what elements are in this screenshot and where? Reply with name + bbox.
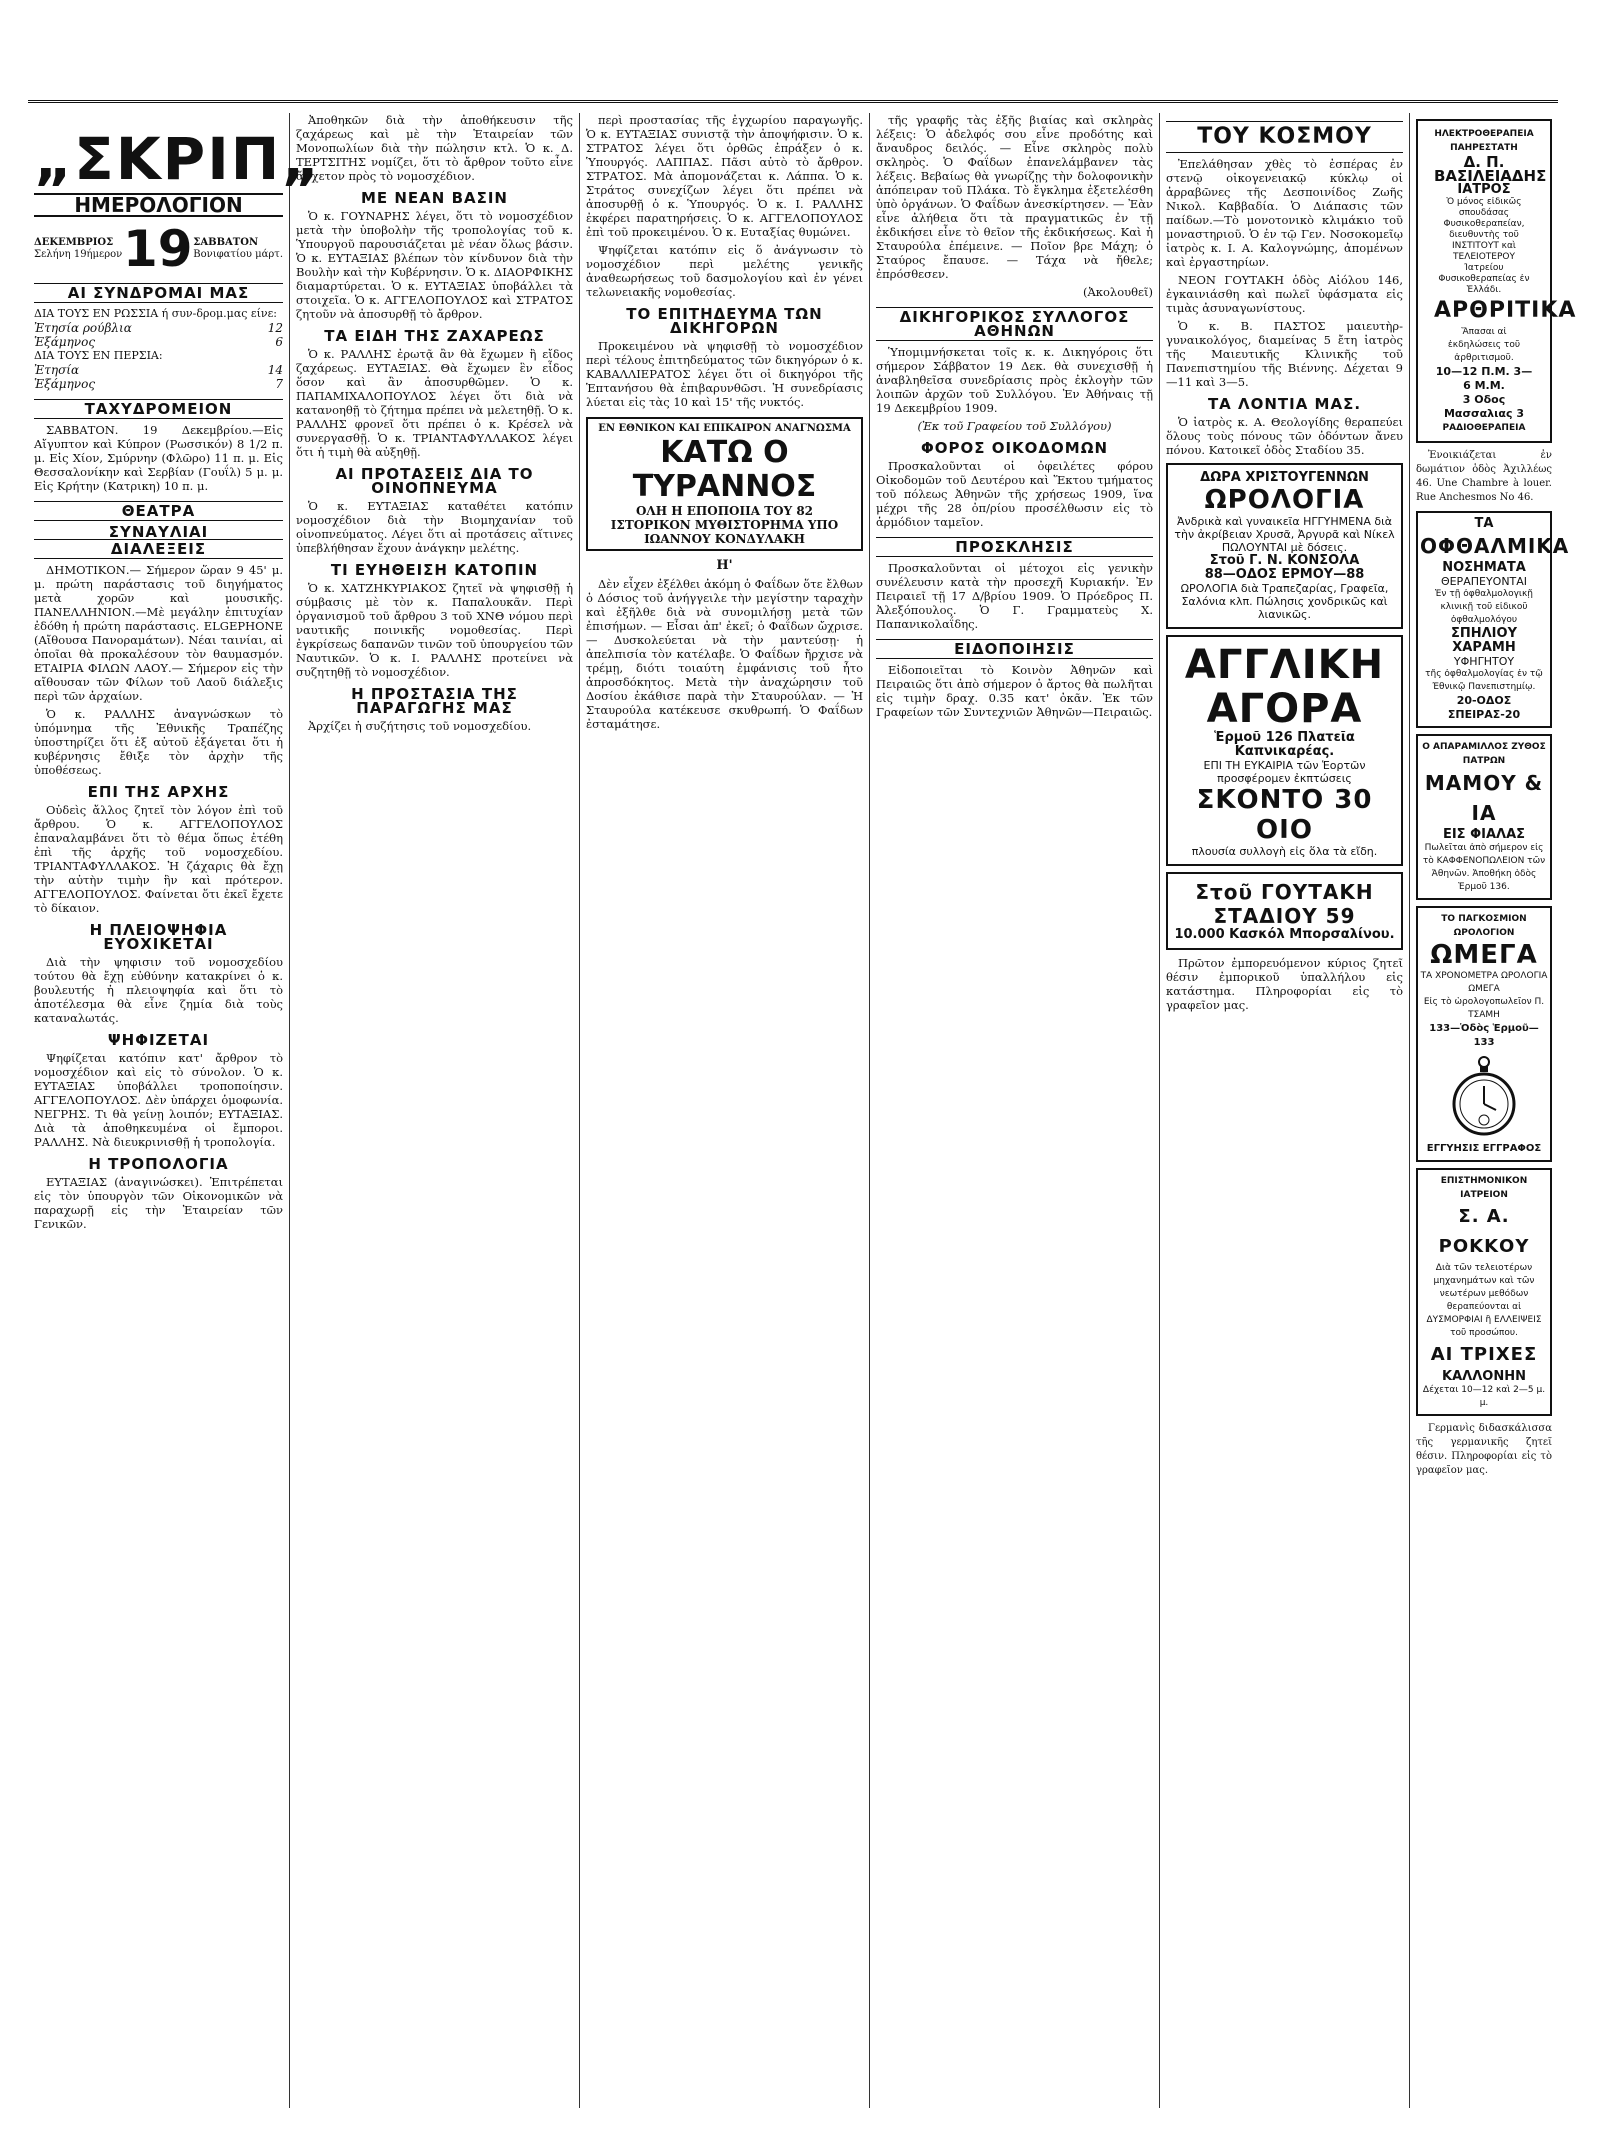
col2-heading-4: ΤΙ ΕΥΗΘΕΙΣΗ ΚΑΤΟΠΙΝ	[330, 561, 539, 579]
rent-notice: Ἐνοικιάζεται ἐν δωμάτιον ὁδὸς Ἀχιλλέως 46. Une Chambre à louer. Rue Anchesmos No 46.	[1416, 450, 1552, 503]
bar-association-heading: ΔΙΚΗΓΟΡΙΚΟΣ ΣΥΛΛΟΓΟΣ ΑΘΗΝΩΝ	[876, 307, 1153, 341]
beer-brand: ΜΑΜΟΥ & ΙΑ	[1424, 771, 1544, 825]
bar-association-text: Ὑπομιμνήσκεται τοῖς κ. κ. Δικηγόροις ὅτι σήμερον Σάββατον 19 Δεκ. θὰ συνεχισθῇ ἡ ἀναβληθεῖσα συνεδρίασις πρὸς ἐκλογὴν τῶν λοιπῶν ἀρχῶν τοῦ Συλλόγου. Ἐν Ἀθήναις τῇ 19 Δεκεμβρίου 1909.	[876, 345, 1153, 415]
russia-row-1: Ἐτησία ρούβλια 12	[34, 321, 283, 335]
market-body-2: πλουσία συλλογὴ εἰς ὅλα τὰ εἴδη.	[1191, 845, 1378, 858]
society-text: Ἐπελάθησαν χθὲς τὸ ἐσπέρας ἐν στενῷ οἰκογενειακῷ κύκλῳ οἱ ἀρραβῶνες τῆς Δεσποινίδος Ζωῆς Νικολ. Καββαδία. Ὁ Διάπασις τῶν παίδων.—Τὸ μονοτονικὸ κλιμάκιο τοῦ μοναστηριοῦ. Ὁ ἐν τῷ Γεν. Νοσοκομεῖῳ ἰατρὸς κ. Ι. Α. Καλογνώμης, ἀπομένων καὶ ἐργαστηρίων.	[1166, 157, 1403, 269]
col3-body-1: περὶ προστασίας τῆς ἐγχωρίου παραγωγῆς. Ὁ κ. ΕΥΤΑΞΙΑΣ συνιστᾷ τὴν ἀποψήφισιν. Ὁ κ. ΣΤΡΑΤΟΣ λέγει ὅτι ὀρθῶς ἐπράξεν ὁ κ. Ὑπουργός. ΛΑΠΠΑΣ. Πᾶσι αὐτὸ τὸ ἄρθρον. ΣΤΡΑΤΟΣ. Μὰ ἀπομονάζεται κ. Λάππα. Ὁ κ. Στράτος συνεχίζων λέγει ὅτι πρέπει νὰ ἀποσυρθῇ ὁ κ. Ὑπουργός. Ὁ κ. Ι. ΡΑΛΛΗΣ ἐκφέρει παρατηρήσεις. Ὁ κ. ΑΓΓΕΛΟΠΟΥΛΟΣ ἐπὶ τοῦ προκειμένου. Ὁ κ. Ευταξίας θυμώνει.	[586, 113, 863, 239]
arthritis-body: Ἅπασαι αἱ ἐκδηλώσεις τοῦ ἀρθριτισμοῦ.	[1447, 327, 1521, 363]
goutaki-title: Στοῦ ΓΟΥΤΑΚΗ ΣΤΑΔΙΟΥ 59	[1195, 880, 1374, 928]
col2-heading-3: ΑΙ ΠΡΟΤΑΣΕΙΣ ΔΙΑ ΤΟ ΟΙΝΟΠΝΕΥΜΑ	[335, 465, 534, 497]
ophth-address: 20-ΟΔΟΣ ΣΠΕΙΡΑΣ-20	[1447, 694, 1521, 721]
market-title: ΑΓΟΡΑ	[1206, 686, 1363, 732]
beer-body: Πωλεῖται ἀπὸ σήμερον εἰς τὸ ΚΑΦΦΕΝΟΠΩΛΕΙΟΝ τῶν Ἀθηνῶν. Ἀποθήκη ὁδὸς Ἑρμοῦ 136.	[1422, 843, 1546, 892]
theatre-text: ΔΗΜΟΤΙΚΟΝ.— Σήμερον ὥραν 9 45' μ. μ. πρώτη παράστασις τοῦ διηγήματος μετὰ χορῶν καὶ μουσικῆς. ΠΑΝΕΛΛΗΝΙΟΝ.—Μὲ μεγάλην ἐπιτυχίαν ἐδόθη ἡ πρώτη παράστασις. ELGEPHONE (Αἴθουσα Πανοραμάτων). Νέαι ταινίαι, αἱ ὁποῖαι θὰ προκαλέσουν τὸν θαυμασμόν. ΕΤΑΙΡΙΑ ΦΙΛΩΝ ΛΑΟΥ.— Σήμερον εἰς τὴν αἴθουσαν τῶν Φίλων τοῦ Λαοῦ διάλεξις περὶ τῶν ἀρχαίων.	[34, 563, 283, 703]
ophth-diseases: ΝΟΣΗΜΑΤΑ	[1442, 560, 1526, 575]
serial-box	[586, 417, 863, 551]
building-tax-text: Προσκαλοῦνται οἱ ὀφειλέτες φόρου Οἰκοδομῶν τοῦ Δευτέρου καὶ Ἕκτου τμήματος τοῦ πόλεως Ἀθηνῶν τῆς χρήσεως 1909, ἵνα μέχρι τῆς 28 ὀπ/ρίου προσέλθωσιν εἰς τὸ ἁρμόδιον ταμεῖον.	[876, 459, 1153, 529]
guarantee-label: ΕΓΓΥΗΣΙΣ ΕΓΓΡΑΦΟΣ	[1426, 1143, 1542, 1154]
german-teacher-notice: Γερμανὶς διδασκάλισσα τῆς γερμανικῆς ζητεῖ θέσιν. Πληροφορίαι εἰς τὸ γραφεῖον μας.	[1416, 1423, 1552, 1476]
russia-row-2: Ἑξάμηνος 6	[34, 335, 283, 349]
post-text: ΣΑΒΒΑΤΟΝ. 19 Δεκεμβρίου.—Εἰς Αἴγυπτον καὶ Κύπρον (Ρωσσικόν) 8 1/2 π. μ. Εἰς Χίον, Σμύρνην (Φλῶρο) 11 π. μ. Εἰς Θεσσαλονίκην καὶ Σερβίαν (Γουΐλ) 5 μ. μ. Εἰς Κρήτην (Κατρικη) 10 π. μ.	[34, 423, 283, 493]
arthritis-title: ΑΡΘΡΙΤΙΚΑ	[1434, 298, 1577, 323]
serial-text: Δὲν εἶχεν ἐξέλθει ἀκόμη ὁ Φαΐδων ὅτε ἔλθων ὁ Δόσιος τοῦ ἀνήγγειλε τὴν μεγίστην ταραχὴν καὶ ἐξῆλθε διὰ νὰ συνομιλήσῃ μετὰ τῶν ἐπισήμων. — Εἶσαι ἀπ' ἐκεῖ; ὁ Φαΐδων ὤχρισε. — Δυσκολεύεται νὰ τὴν μαντεύσῃ· ἡ ἀπελπισία τὸν κατέλαβε. Ὁ Φαΐδων ἤρχισε νὰ τρέμῃ, διότι τοιαύτη ἐμφάνισις τοῦ ἦτο ἀπροσδόκητος. Μετὰ τὴν ἀναχώρησιν τοῦ Δοσίου ἐκάθισε παρὰ τὴν Σταυρούλαν. — Ἡ Σταυρούλα κατέκευσε σκυθρωπή. Ὁ Φαΐδων ἐσταμάτησε.	[586, 577, 863, 731]
beer-line-1: Ο ΑΠΑΡΑΜΙΛΛΟΣ ΖΥΘΟΣ ΠΑΤΡΩΝ	[1422, 742, 1546, 766]
subscriptions-heading: ΑΙ ΣΥΝΔΡΟΜΑΙ ΜΑΣ	[34, 283, 283, 303]
vote-heading: ΨΗΦΙΖΕΤΑΙ	[107, 1031, 210, 1049]
col2-heading-2: ΤΑ ΕΙΔΗ ΤΗΣ ΖΑΧΑΡΕΩΣ	[324, 327, 545, 345]
omega-ad	[1416, 906, 1552, 1162]
english-title: ΑΓΓΛΙΚΗ	[1184, 642, 1385, 688]
post-heading: ΤΑΧΥΔΡΟΜΕΙΟΝ	[34, 399, 283, 419]
ophthalmology-ad	[1416, 511, 1570, 728]
col2-body-1: Ἀποθηκῶν διὰ τὴν ἀποθήκευσιν τῆς ζαχάρεως καὶ μὲ τὴν Ἑταιρείαν τῶν Μονοπωλίων διὰ τὴν πώλησιν κτλ. Ὁ κ. Δ. ΤΕΡΤΣΙΤΗΣ νομίζει, ὅτι τὸ ἄρθρον τοῦτο εἶνε ἄσχετον πρὸς τὸ νομοσχέδιον.	[296, 113, 573, 183]
vote-text: Ψηφίζεται κατόπιν κατ' ἄρθρον τὸ νομοσχέδιον καὶ εἰς τὸ σύνολον. Ὁ κ. ΕΥΤΑΞΙΑΣ ὑποβάλλει τροποποίησιν. ΑΓΓΕΛΟΠΟΥΛΟΣ. Δὲν ὑπάρχει ὁμοφωνία. ΝΕΓΡΗΣ. Τι θὰ γείνῃ λοιπόν; ΕΥΤΑΞΙΑΣ. Διὰ τὰ ἀποθηκευμένα οἱ ἔμποροι. ΡΑΛΛΗΣ. Νὰ διευκρινισθῇ ἡ τροπολογία.	[34, 1051, 283, 1149]
majority-heading: Η ΠΛΕΙΟΨΗΦΙΑ ΕΥΟΧΙΚΕΤΑΙ	[89, 921, 228, 953]
col5-footer: Πρῶτον ἐμπορευόμενον κύριος ζητεῖ θέσιν ἐμπορικοῦ ὑπαλλήλου εἰς κατάστημα. Πληροφορίαι εἰς τὸ γραφεῖον μας.	[1166, 956, 1403, 1012]
col2-body-3: Ὁ κ. ΡΑΛΛΗΣ ἐρωτᾷ ἂν θὰ ἔχωμεν ἢ εἴδος ζαχάρεως. ΕΥΤΑΞΙΑΣ. Θὰ ἔχωμεν ἓν εἶδος ὅσον καὶ ἂν ἀποσυρθῶμεν. Ὁ κ. ΠΑΠΑΜΙΧΑΛΟΠΟΥΛΟΣ λέγει ὅτι διὰ νὰ κατανοηθῇ τὸ ζήτημα πρέπει νὰ μελετηθῇ. Ὁ κ. ΡΑΛΛΗΣ φρονεῖ ὅτι πρέπει ὁ κ. Κρέσελ νὰ συνεργασθῇ. Ὁ κ. ΤΡΙΑΝΤΑΦΥΛΛΑΚΟΣ λέγει ὅτι ἡ τιμὴ θὰ αὐξηθῇ.	[296, 347, 573, 459]
omega-body: Εἰς τὸ ὡρολογοπωλεῖον Π. ΤΣΑΜΗ	[1423, 997, 1545, 1020]
clinic-ad	[1416, 1168, 1552, 1416]
notice-text: Εἰδοποιεῖται τὸ Κοινὸν Ἀθηνῶν καὶ Πειραιῶς ὅτι ἀπὸ σήμερον ὁ ἄρτος θὰ πωλῆται εἰς τιμὴν δραχ. 0.35 κατ' ὀκᾶν. Ἐκ τῶν Γραφείων τῶν Συντεχνιῶν Ἀθηνῶν—Πειραιῶς.	[876, 663, 1153, 719]
building-tax-heading: ΦΟΡΟΣ ΟΙΚΟΔΟΜΩΝ	[920, 439, 1109, 457]
konsola-body: ΩΡΟΛΟΓΙΑ διὰ Τραπεζαρίας, Γραφεῖα, Σαλόνια κλπ. Πώλησις χονδρικῶς καὶ λιανικῶς.	[1180, 582, 1389, 621]
invitation-text: Προσκαλοῦνται οἱ μέτοχοι εἰς γενικὴν συνέλευσιν κατὰ τὴν προσεχῆ Κυριακήν. Ἐν Πειραιεῖ τῇ 17 Δ/βρίου 1909. Ὁ Πρόεδρος Π. Ἀλεξόπουλος. Ὁ Γ. Γραμματεὺς Χ. Παπανικολαΐδης.	[876, 561, 1153, 631]
col2-heading-1: ΜΕ ΝΕΑΝ ΒΑΣΙΝ	[360, 189, 508, 207]
clinic-doctor: Σ. Α. ΡΟΚΚΟΥ	[1438, 1206, 1530, 1257]
omega-address: 133—Ὁδὸς Ἑρμοῦ—133	[1429, 1023, 1539, 1048]
goutaki-body: 10.000 Κασκόλ Μπορσαλίνου.	[1174, 927, 1395, 942]
finance-heading: ΕΠΙ ΤΗΣ ΑΡΧΗΣ	[87, 783, 230, 801]
finance-text: Οὐδεὶς ἄλλος ζητεῖ τὸν λόγον ἐπὶ τοῦ ἄρθρου. Ὁ κ. ΑΓΓΕΛΟΠΟΥΛΟΣ ἐπαναλαμβάνει ὅτι τὸ θέμα ὅπως ἐτέθη ἐπὶ τῆς ἀρχῆς τοῦ νομοσχεδίου. ΤΡΙΑΝΤΑΦΥΛΛΑΚΟΣ. Ἡ ζάχαρις θὰ ἔχῃ τὴν αὐτὴν τιμὴν ἣν καὶ πρότερον. ΑΓΓΕΛΟΠΟΥΛΟΣ. Φαίνεται ὅτι ἐκεῖ ἔχετε τὸ δίκαιον.	[34, 803, 283, 915]
col4-body-1: τῆς γραφῆς τὰς ἐξῆς βιαίας καὶ σκληρὰς λέξεις: Ὁ ἀδελφός σου εἶνε προδότης καὶ ἄναυδρος δειλός. — Εἶνε σκληρὸς πολὺ σκληρὸς. Ὁ Φαΐδων ἐπανελάμβανεν τὰς λέξεις. Βεβαίως θὰ γνωρίζῃς τὴν δολοφονικὴν ἀπόπειραν τοῦ Πλάκα. Τὸ ἔγκλημα ἐξετελέσθη ὑπὸ ὀργάνων. Ὁ Φαΐδων ἀνεσκίρτησεν. — Ἐὰν εἶνε ἀλήθεια ὅτι τὰ πραγματικῶς ἐν τῇ ἐκδικήσει εἶνε τὸ θεῖον τῆς ἐκδικήσεως. Καὶ ἡ Σταυρούλα ἐπέμεινε. — Ποῖον βρε Μάχη; ὁ Σταύρος ἔπαυσε. — Τάχα νὰ ἤθελε; ἐπρόσθεσεν.	[876, 113, 1153, 281]
pocket-watch-icon	[1449, 1054, 1519, 1138]
clinic-hours: Δέχεται 10—12 καὶ 2—5 μ. μ.	[1422, 1385, 1546, 1408]
concerts-heading: ΣΥΝΑΥΛΙΑΙ	[108, 523, 209, 541]
office-hours: 10—12 Π.Μ. 3—6 Μ.Μ.	[1435, 365, 1533, 392]
month-label: ΔΕΚΕΜΒΡΙΟΣ	[34, 237, 114, 248]
gifts-label: ΔΩΡΑ ΧΡΙΣΤΟΥΓΕΝΝΩΝ	[1200, 470, 1369, 485]
radio-label: ΡΑΔΙΟΘΕΡΑΠΕΙΑ	[1442, 423, 1526, 433]
newspaper-page	[28, 100, 1577, 2123]
ophth-ta: ΤΑ	[1474, 516, 1494, 531]
serial-banner: ΕΝ ΕΘΝΙΚΟΝ ΚΑΙ ΕΠΙΚΑΙΡΟΝ ΑΝΑΓΝΩΣΜΑ	[598, 423, 851, 434]
day-number: 19	[122, 220, 193, 278]
calendar-heading: ΗΜΕΡΟΛΟΓΙΟΝ	[34, 193, 283, 217]
market-address: Ἑρμοῦ 126 Πλατεῖα Καπνικαρέας.	[1214, 730, 1355, 759]
column-5	[1160, 113, 1410, 2108]
serial-subtitle: ΟΛΗ Η ΕΠΟΠΟΙΙΑ ΤΟΥ 82	[635, 504, 814, 518]
col2-body-2: Ὁ κ. ΓΟΥΝΑΡΗΣ λέγει, ὅτι τὸ νομοσχέδιον μετὰ τὴν ὑποβολὴν τῆς τροπολογίας τοῦ κ. Ὑπουργοῦ παρουσιάζεται μὲ νέαν ὅλως βάσιν. Ὁ κ. ΕΥΤΑΞΙΑΣ βλέπων τὸν κίνδυνον διὰ τὴν Βουλὴν καὶ τὴν Κυβέρνησιν. Ὁ κ. ΔΙΑΟΡΦΙΚΗΣ διαμαρτύρεται. Ὁ κ. ΕΥΤΑΞΙΑΣ ὑποβάλλει τὰ στοιχεῖα. Ὁ κ. ΑΓΓΕΛΟΠΟΥΛΟΣ καὶ ΣΤΡΑΤΟΣ ζητοῦν νὰ ἀποσυρθῇ τὸ ἄρθρον.	[296, 209, 573, 321]
column-2	[290, 113, 580, 2108]
persia-row-2: Ἑξάμηνος 7	[34, 377, 283, 391]
date-row	[34, 220, 283, 278]
persia-row-1: Ἐτησία 14	[34, 363, 283, 377]
beauty-title: ΚΑΛΛΟΝΗΝ	[1442, 1369, 1526, 1384]
col3-body-2: Ψηφίζεται κατόπιν εἰς ὅ ἀνάγνωσιν τὸ νομοσχέδιον περὶ μελέτης γενικῆς ἀναθεωρήσεως τοῦ δασμολογίου καὶ ἐν γένει τελωνειακῆς νομοθεσίας.	[586, 243, 863, 299]
column1-body: Ὁ κ. ΡΑΛΛΗΣ ἀναγνώσκων τὸ ὑπόμνημα τῆς Ἐθνικῆς Τραπέζης ὑποστηρίζει ὅτι ἐξ αὐτοῦ ἐξάγεται ὅτι ἡ κυβέρνησις ἔθιξε τὸν ἀρχὴν τῆς ὑποθέσεως.	[34, 707, 283, 777]
continued-label: (Ἀκολουθεῖ)	[1083, 285, 1153, 299]
beer-bottles: ΕΙΣ ΦΙΑΛΑΣ	[1442, 827, 1526, 842]
col2-body-4: Ὁ κ. ΕΥΤΑΞΙΑΣ καταθέτει κατόπιν νομοσχέδιον διὰ τὴν Βιομηχανίαν τοῦ οἰνοπνεύματος. Λέγει ὅτι αἱ προτάσεις αἵτινες ὑπεβλήθησαν ἔχουν ἀνάγκην μελέτης.	[296, 499, 573, 555]
society-heading: ΤΟΥ ΚΟΣΜΟΥ	[1166, 121, 1403, 153]
omega-sub: ΤΑ ΧΡΟΝΟΜΕΤΡΑ ΩΡΟΛΟΓΙΑ ΩΜΕΓΑ	[1420, 971, 1548, 994]
hair-title: ΑΙ ΤΡΙΧΕΣ	[1430, 1344, 1538, 1365]
col2-heading-5: Η ΠΡΟΣΤΑΣΙΑ ΤΗΣ ΠΑΡΑΓΩΓΗΣ ΜΑΣ	[351, 685, 518, 717]
serial-chapter: Η'	[716, 558, 733, 573]
column-4	[870, 113, 1160, 2108]
notice-heading: ΕΙΔΟΠΟΙΗΣΙΣ	[876, 639, 1153, 659]
clinic-body: Διὰ τῶν τελειοτέρων μηχανημάτων καὶ τῶν νεωτέρων μεθόδων θεραπεύονται αἱ ΔΥΣΜΟΡΦΙΑΙ ἢ ΕΛΛΕΙΨΕΙΣ τοῦ προσώπου.	[1426, 1263, 1542, 1338]
theatre-heading: ΘΕΑΤΡΑ	[34, 501, 283, 521]
konsola-name: Στοῦ Γ. Ν. ΚΟΝΣΟΛΑ	[1209, 553, 1360, 568]
ophth-rank: ΥΦΗΓΗΤΟΥ	[1453, 655, 1515, 668]
physiotherapy-ad	[1416, 119, 1577, 443]
col3-body-3: Προκειμένου νὰ ψηφισθῇ τὸ νομοσχέδιον περὶ τέλους ἐπιτηδεύματος τῶν δικηγόρων ὁ κ. ΚΑΒΑΛΛΙΕΡΑΤΟΣ λέγει ὅτι οἱ δικηγόροι τῆς Ἑπτανήσου θὰ ἐπιβαρυνθῶσι. Ἡ συνεδρίασις λύεται εἰς τὰς 10 καὶ 15' τῆς νυκτός.	[586, 339, 863, 409]
doctor-body: Ὁ μόνος εἰδικῶς σπουδάσας Φυσικοθεραπείαν, διευθυντὴς τοῦ ΙΝΣΤΙΤΟΥΤ καὶ ΤΕΛΕΙΟΤΕΡΟΥ Ἰατρείου Φυσικοθεραπείας ἐν Ἑλλάδι.	[1438, 197, 1530, 295]
office-address: 3 Οδος Μασσαλιας 3	[1443, 393, 1524, 420]
ophth-title: ΟΦΘΑΛΜΙΚΑ	[1420, 534, 1570, 558]
masthead-title: „ΣΚΡΙΠ„	[34, 125, 322, 193]
column-6	[1410, 113, 1577, 2108]
saint-label: Βονιφατίου μάρτ.	[193, 249, 283, 260]
lawyers-heading: ΤΟ ΕΠΙΤΗΔΕΥΜΑ ΤΩΝ ΔΙΚΗΓΟΡΩΝ	[626, 305, 823, 337]
amend-text: ΕΥΤΑΞΙΑΣ (ἀναγινώσκει). Ἐπιτρέπεται εἰς τὸν ὑπουργὸν τῶν Οἰκονομικῶν νὰ παραχωρῇ εἰς τὴν Ἑταιρείαν τῶν Γενικῶν.	[34, 1175, 283, 1231]
majority-text: Διὰ τὴν ψηφισιν τοῦ νομοσχεδίου τούτου θὰ ἔχῃ εὐθύνην κατακρίνει ὁ κ. βουλευτής ἡ πλειοψηφία καὶ ὅτι τὸ ἀποτέλεσμα θὰ εἶνε ζημία διὰ τοὺς καταναλωτάς.	[34, 955, 283, 1025]
english-market-ad	[1166, 635, 1403, 866]
konsola-address: 88—ΟΔΟΣ ΕΡΜΟΥ—88	[1204, 567, 1365, 582]
amend-heading: Η ΤΡΟΠΟΛΟΓΙΑ	[88, 1155, 229, 1173]
ophth-doctor: ΣΠΗΛΙΟΥ ΧΑΡΑΜΗ	[1450, 626, 1517, 655]
watches-body: Ἀνδρικὰ καὶ γυναικεῖα ΗΓΓΥΗΜΕΝΑ διὰ τὴν ἀκρίβειαν Χρυσᾶ, Ἀργυρᾶ καὶ Νίκελ ΠΩΛΟΥΝΤΑΙ μὲ δόσεις.	[1174, 515, 1395, 554]
col2-body-6: Ἀρχίζει ἡ συζήτησις τοῦ νομοσχεδίου.	[308, 719, 532, 733]
serial-author: ΙΩΑΝΝΟΥ ΚΟΝΔΥΛΑΚΗ	[644, 532, 805, 546]
electro-label: ΗΛΕΚΤΡΟΘΕΡΑΠΕΙΑ ΠΑΗΡΕΣΤΑΤΗ	[1434, 129, 1534, 153]
doctor-role: ΙΑΤΡΟΣ	[1457, 182, 1511, 197]
persia-line: ΔΙΑ ΤΟΥΣ ΕΝ ΠΕΡΣΙΑ:	[34, 349, 163, 362]
beer-ad	[1416, 734, 1552, 900]
goutaki-ad	[1166, 872, 1403, 950]
omega-heading: ΤΟ ΠΑΓΚΟΣΜΙΟΝ ΩΡΟΛΟΓΙΟΝ	[1441, 914, 1527, 938]
ophth-body: Ἐν τῇ ὀφθαλμολογικῇ κλινικῇ τοῦ εἰδικοῦ ὀφθαλμολόγου	[1435, 589, 1533, 625]
invitation-heading: ΠΡΟΣΚΛΗΣΙΣ	[876, 537, 1153, 557]
lotta-text: Ὁ ἰατρὸς κ. Α. Θεολογίδης θεραπεύει ὅλους τοὺς πόνους τῶν ὀδόντων ἄνευ πόνου. Κατοικεῖ ὁδὸς Σταδίου 35.	[1166, 415, 1403, 457]
ophth-treated: ΘΕΡΑΠΕΥΟΝΤΑΙ	[1440, 575, 1528, 588]
serial-kind: ΙΣΤΟΡΙΚΟΝ ΜΥΘΙΣΤΟΡΗΜΑ ΥΠΟ	[610, 518, 839, 532]
russia-line: ΔΙΑ ΤΟΥΣ ΕΝ ΡΩΣΣΙΑ ή συν-δρομ.μας είνε:	[34, 307, 278, 320]
watches-ad	[1166, 463, 1403, 629]
pastos-text: Ὁ κ. Β. ΠΑΣΤΟΣ μαιευτὴρ-γυναικολόγος, διαμείνας 5 ἔτη ἰατρὸς τῆς Μαιευτικῆς Κλινικῆς τοῦ Πανεπιστημίου τῆς Βιέννης. Δέχεται 9—11 καὶ 3—5.	[1166, 319, 1403, 389]
omega-title: ΩΜΕΓΑ	[1430, 940, 1538, 970]
col2-body-5: Ὁ κ. ΧΑΤΖΗΚΥΡΙΑΚΟΣ ζητεῖ νὰ ψηφισθῇ ἡ σύμβασις μὲ τὸν κ. Παπαλουκᾶν. Περὶ ὀργανισμοῦ τοῦ ἄρθρου 3 τοῦ ΧΝΘ νόμου περὶ ναυτικῆς ποινικῆς νομοθεσίας. Περὶ ἐγκρίσεως δαπανῶν τινῶν τοῦ ὑπουργείου τῶν Ναυτικῶν. Ὁ κ. Ι. ΡΑΛΛΗΣ προτείνει νὰ συζητηθῇ τὸ νομοσχέδιον.	[296, 581, 573, 679]
weekday-label: ΣΑΒΒΑΤΟΝ	[193, 237, 259, 248]
watches-title: ΩΡΟΛΟΓΙΑ	[1204, 485, 1365, 515]
column-3	[580, 113, 870, 2108]
doctor-name: Δ. Π. ΒΑΣΙΛΕΙΑΔΗΣ	[1434, 153, 1547, 185]
discount-label: ΣΚΟΝΤΟ 30 ΟΙΟ	[1196, 785, 1373, 845]
moon-label: Σελήνη 19ήμερον	[34, 249, 123, 260]
ophth-body-2: τῆς ὀφθαλμολογίας ἐν τῷ Ἐθνικῷ Πανεπιστημίῳ.	[1425, 669, 1543, 692]
serial-title: ΚΑΤΩ Ο ΤΥΡΑΝΝΟΣ	[632, 435, 817, 504]
lotta-heading: ΤΑ ΛΟΝΤΙΑ ΜΑΣ.	[1207, 395, 1362, 413]
lectures-heading: ΔΙΑΛΕΞΕΙΣ	[34, 539, 283, 559]
clinic-heading: ΕΠΙΣΤΗΜΟΝΙΚΟΝ ΙΑΤΡΕΙΟΝ	[1440, 1176, 1528, 1200]
bar-office: (Ἐκ τοῦ Γραφείου τοῦ Συλλόγου)	[917, 419, 1112, 433]
column-1	[28, 113, 322, 2108]
neon-goutaki-text: ΝΕΟΝ ΓΟΥΤΑΚΗ ὁδὸς Αἰόλου 146, ἐγκαινιάσθη καὶ πωλεῖ ὑφάσματα εἰς τιμὰς ἀσυναγωνίστους.	[1166, 273, 1403, 315]
market-body: ΕΠΙ ΤΗ ΕΥΚΑΙΡΙΑ τῶν Ἑορτῶν προσφέρομεν ἐκπτώσεις	[1203, 759, 1366, 785]
